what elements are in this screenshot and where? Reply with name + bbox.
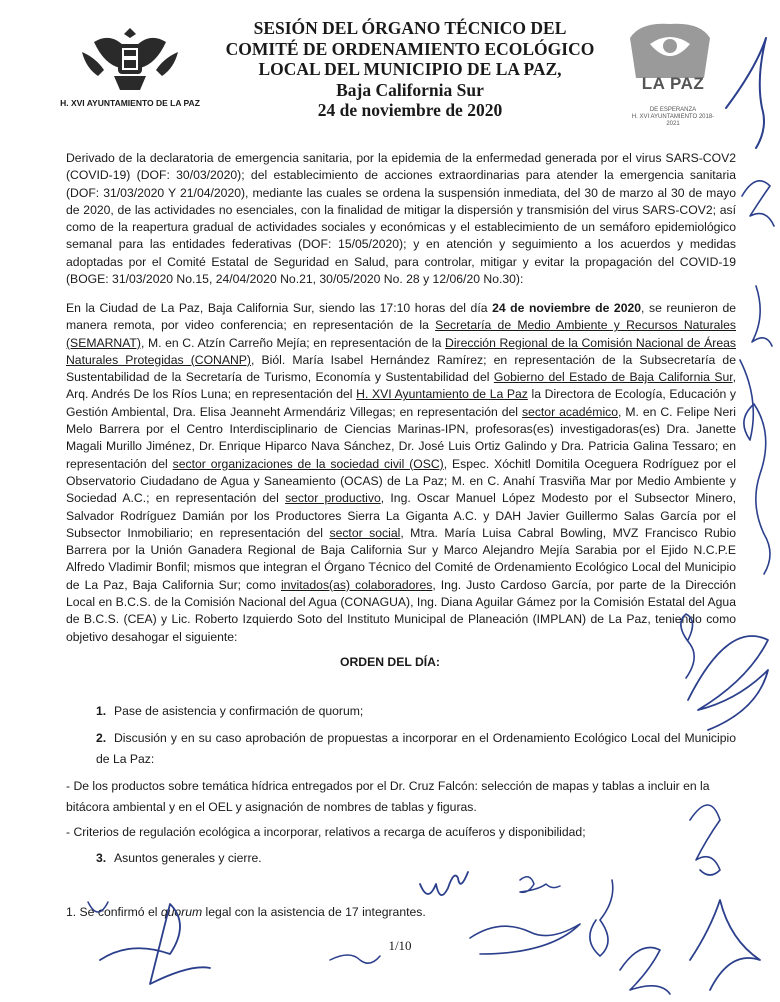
- logo-wordmark: LA PAZ: [641, 74, 705, 93]
- signature-bottom-center: [330, 955, 380, 963]
- emblem-caption: H. XVI AYUNTAMIENTO DE LA PAZ: [60, 98, 200, 108]
- agenda-subitem-2: - Criterios de regulación ecológica a incorporar, relativos a recarga de acuíferos y disponibilidad;: [66, 825, 586, 839]
- signature-margin-2: [752, 286, 772, 346]
- page-number: 1/10: [388, 938, 412, 953]
- academic-sector: sector académico: [521, 404, 619, 419]
- signature-bottom-6: [690, 900, 760, 990]
- agenda-item-1: [96, 701, 736, 722]
- quorum-term: quorum: [160, 905, 203, 919]
- agenda-item-number: 2.: [96, 731, 107, 745]
- text-segment: , M. en C. Felipe Neri Melo Barrera por el Centro Interdisciplinario de Ciencias Marinas-IPN, profesoras(es) investigadoras(es) Dra. Janette Magali Murillo Jiménez, Dr. Enrique Hiparco Nava Sánchez, Dr. José Luis Ortiz Galindo y Dra. Patricia Galina Tessaro; en representación del: [66, 404, 736, 471]
- agenda-item-text: Pase de asistencia y confirmación de quorum;: [114, 704, 364, 718]
- text-segment: , Ing. Justo Cardoso García, por parte de la Dirección Local en B.C.S. de la Comisión Nacional del Agua (CONAGUA), Ing. Diana Aguilar Gámez por la Comisión Estatal del Agua de B.C.S. (CEA) y Lic. Roberto Izquierdo Soto del Instituto Municipal de Planeación (IMPLAN) de La Paz, teniendo como objetivo desahogar el siguiente:: [66, 577, 736, 644]
- signature-bottom-1: [420, 872, 468, 895]
- social-sector: sector social: [329, 525, 401, 540]
- minutes-point-1: [66, 904, 566, 921]
- intro-paragraph: Derivado de la declaratoria de emergencia sanitaria, por la epidemia de la enfermedad generada por el virus SARS-COV2 (COVID-19) (DOF: 30/03/2020); del establecimiento de acciones extraordinarias para atender la emergencia sanitaria (DOF: 31/03/2020 Y 21/04/2020), mediante las cuales se ordena la suspensión inmediata, del 30 de marzo al 30 de mayo de 2020, de las actividades no esenciales, con la finalidad de mitigar la dispersión y transmisión del virus SARS-COV2; así como de la reapertura gradual de actividades sociales y económicas y el establecimiento de un semáforo epidemiológico semanal para las entidades federativas (DOF: 15/05/2020); y en atención y seguimiento a los acuerdos y medidas adoptadas por el Comité Estatal de Seguridad en Salud, para controlar, mitigar y evitar la propagación del COVID-19 (BOGE: 31/03/2020 No.15, 24/04/2020 No.21, 30/05/2020 No. 28 y 12/06/20 No.30):: [66, 151, 736, 287]
- agenda-item-text: Discusión y en su caso aprobación de propuestas a incorporar en el Ordenamiento Ecológico Local del Municipio de La Paz:: [96, 731, 736, 766]
- text-segment: la Directora de Ecología, Educación y Gestión Ambiental, Dra. Elisa Jeanneht Armendáriz Villegas; en representación del: [66, 387, 737, 419]
- agenda-item-2: [96, 728, 736, 770]
- state-government-name: Gobierno del Estado de Baja California Sur: [493, 370, 733, 385]
- agenda-item-text: Asuntos generales y cierre.: [114, 851, 262, 865]
- attendance-paragraph: [66, 300, 736, 646]
- point-number: 1.: [66, 905, 77, 919]
- title-line-3: LOCAL DEL MUNICIPIO DE LA PAZ,: [258, 59, 562, 79]
- title-date: 24 de noviembre de 2020: [317, 100, 503, 120]
- conanp-name: Dirección Regional de la Comisión Nacional de Áreas Naturales Protegidas (CONANP): [66, 335, 736, 367]
- agenda-item-number: 1.: [96, 704, 107, 718]
- logo-tagline-line-2: H. XVI AYUNTAMIENTO 2018-2021: [631, 114, 715, 127]
- text-segment: , Arq. Andrés De los Ríos Luna; en representación del: [66, 370, 736, 402]
- signature-margin-1: [742, 181, 774, 226]
- signature-top-right: [726, 38, 766, 148]
- text-segment: , M. en C. Atzín Carreño Mejía; en representación de la: [140, 335, 446, 350]
- text-segment: En la Ciudad de La Paz, Baja California Sur, siendo las 17:10 horas del día: [66, 301, 493, 315]
- text-segment: , Espec. Xóchitl Domitila Oceguera Rodríguez por el Observatorio Ciudadano de Agua y Saneamiento (OCAS) de La Paz; M. en C. Anahí Trasviña Mar por Medio Ambiente y Sociedad A.C.; en representación del: [66, 456, 736, 506]
- signature-margin-3: [740, 360, 770, 574]
- logo-tagline: [628, 107, 718, 128]
- agenda-item-3: [96, 848, 736, 869]
- text-segment: Se confirmó el: [76, 905, 161, 919]
- meeting-date: 24 de noviembre de 2020: [492, 301, 642, 315]
- text-segment: , Ing. Oscar Manuel López Modesto por el Subsector Minero, Salvador Rodríguez Damián por los Productores Sierra La Giganta A.C. y DAH Javier Guillermo Salas García por el Subsector Inmobiliario; en representación del: [66, 491, 736, 540]
- agenda-title: ORDEN DEL DÍA:: [340, 655, 440, 669]
- logo-tagline-line-1: DE ESPERANZA: [649, 107, 697, 113]
- signature-bottom-5: [620, 948, 670, 995]
- coat-of-arms-emblem: [74, 22, 186, 96]
- title-line-4: Baja California Sur: [336, 79, 484, 100]
- productive-sector: sector productivo: [285, 491, 381, 506]
- signature-bottom-3: [470, 924, 580, 954]
- text-segment: , Biól. María Isabel Hernández Ramírez; en representación de la Subsecretaría de Sustentabilidad de la Secretaría de Turismo, Economía y Sustentabilidad del: [66, 352, 736, 385]
- signature-bottom-4: [590, 880, 613, 956]
- title-line-1: SESIÓN DEL ÓRGANO TÉCNICO DEL: [253, 18, 567, 38]
- semarnat-name: Secretaría de Medio Ambiente y Recursos Naturales (SEMARNAT): [66, 318, 736, 350]
- civil-society-sector: sector organizaciones de la sociedad civil (OSC): [172, 456, 444, 471]
- text-segment: , se reunieron de manera remota, por video conferencia; en representación de la: [66, 301, 737, 333]
- text-segment: legal con la asistencia de 17 integrantes.: [202, 905, 426, 919]
- invited-collaborators: invitados(as) colaboradores: [280, 577, 433, 592]
- ayuntamiento-name: H. XVI Ayuntamiento de La Paz: [356, 387, 528, 402]
- la-paz-logo: [620, 20, 720, 118]
- agenda-item-number: 3.: [96, 851, 107, 865]
- agenda-subitem-1: - De los productos sobre temática hídrica entregados por el Dr. Cruz Falcón: selección de mapas y tablas a incluir en la bitácora ambiental y en el OEL y asignación de nombres de tablas y figuras.: [66, 779, 710, 814]
- title-line-2: COMITÉ DE ORDENAMIENTO ECOLÓGICO: [225, 38, 595, 59]
- text-segment: , Mtra. María Luisa Cabral Bowling, MVZ Francisco Rubio Barrera por la Unión Ganadera Regional de Baja California Sur y Marco Alejandro Mejía Sarabia por el Ejido N.C.P.E Alfredo Vladimir Bonfil; mismos que integran el Órgano Técnico del Comité de Ordenamiento Ecológico Local del Municipio de La Paz, Baja California Sur; como: [66, 525, 737, 592]
- document-title: [200, 18, 620, 121]
- signature-bottom-2: [520, 877, 560, 893]
